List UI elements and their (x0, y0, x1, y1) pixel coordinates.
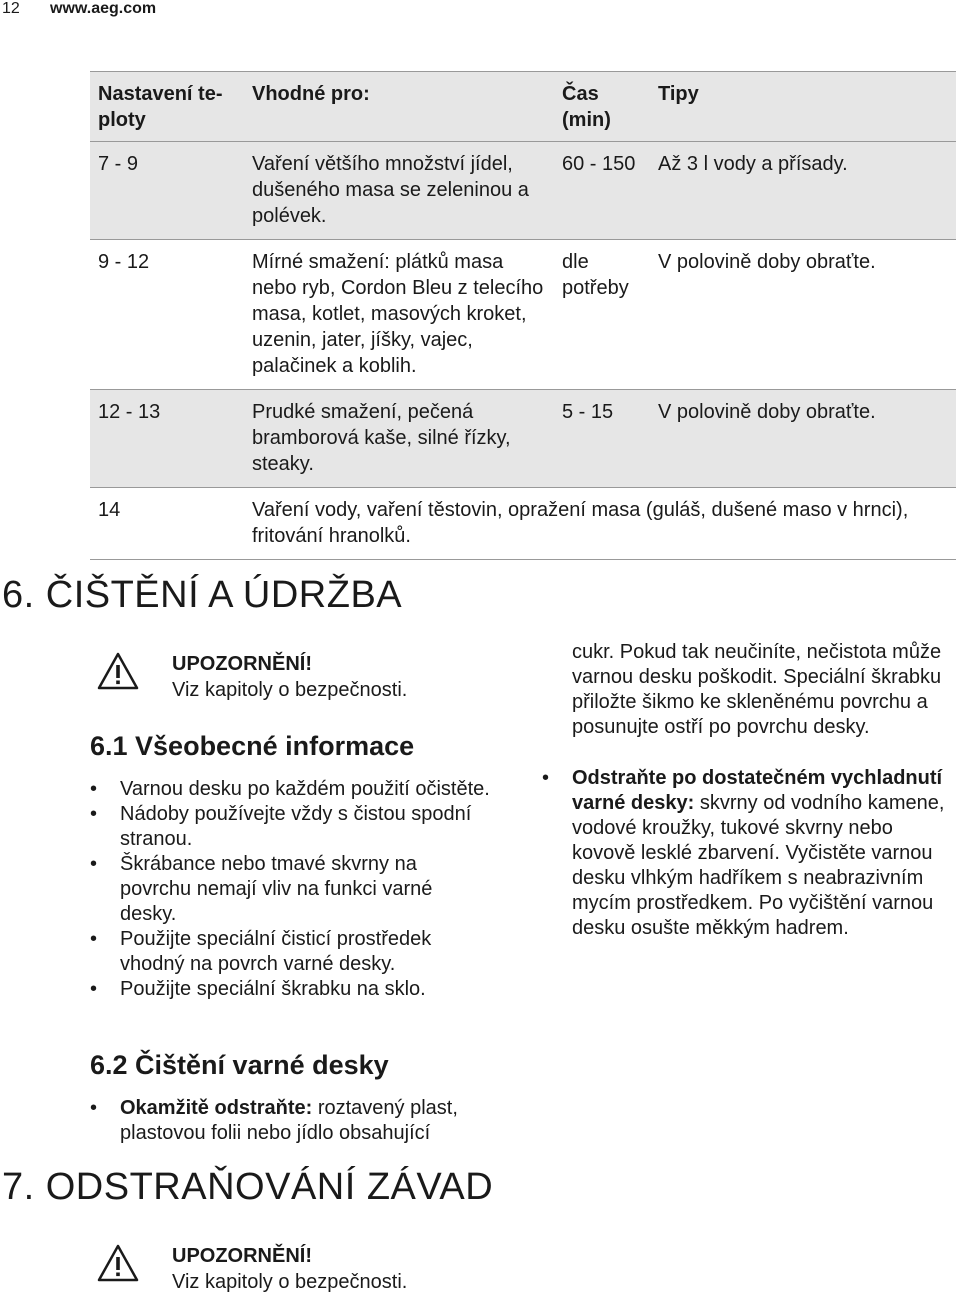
cell-suitable-for: Vaření vody, vaření těstovin, opražení masa (guláš, dušené maso v hrnci), fritování hranolků. (252, 499, 909, 547)
cell-temperature: 14 (98, 499, 121, 521)
col-header-time: Čas (min) (562, 83, 611, 131)
table-header-row (90, 72, 956, 142)
item-emphasis: Okamžitě odstraňte: (120, 1097, 313, 1119)
cell-temperature: 12 - 13 (98, 401, 161, 423)
temperature-settings-table (90, 71, 956, 560)
list-item: • Nádoby používejte vždy s čistou spodní stranou. (90, 802, 490, 852)
section-6-1-heading: 6.1 Všeobecné informace (90, 731, 415, 761)
list-item: • Použijte speciální čisticí prostředek vhodný na povrch varné desky. (90, 927, 490, 977)
warning-icon (96, 651, 140, 691)
general-info-list (90, 777, 490, 1002)
cleaning-list-right (542, 766, 952, 941)
chapter-6-heading: 6. ČIŠTĚNÍ A ÚDRŽBA (2, 574, 403, 616)
cell-suitable-for: Mírné smažení: plátků masa nebo ryb, Cordon Bleu z telecího masa, kotlet, masových kroket, uzenin, jater, jíšky, vajec, palačinek a koblih. (252, 251, 544, 377)
item-emphasis: Odstraňte po dostatečném vychladnutí varné desky: (572, 767, 943, 814)
cell-time: dle potřeby (562, 251, 629, 299)
item-text: roztavený plast, plastovou folii nebo jídlo obsahující (120, 1097, 458, 1144)
section-6-2-heading: 6.2 Čištění varné desky (90, 1050, 389, 1080)
table-row (90, 240, 956, 390)
page-number: 12 (2, 0, 20, 17)
list-item (90, 1096, 515, 1146)
col-header-temperature: Nastavení te- ploty (98, 83, 223, 131)
website-link[interactable]: www.aeg.com (50, 0, 157, 17)
warning-title: UPOZORNĚNÍ! (172, 653, 312, 675)
table-row (90, 142, 956, 240)
list-item: • Varnou desku po každém použití očistěte. (90, 777, 490, 802)
item-text: skvrny od vodního kamene, vodové kroužky, tukové skvrny nebo kovově lesklé zbarvení. Vyčistěte varnou desku vlhkým hadříkem s neabrazivním mycím prostředkem. Po vyčištění varnou desku osušte měkkým hadrem. (572, 792, 945, 939)
cell-suitable-for: Vaření většího množství jídel, dušeného masa se zeleninou a polévek. (252, 153, 529, 227)
chapter-7-heading: 7. ODSTRAŇOVÁNÍ ZÁVAD (2, 1166, 494, 1208)
table-row (90, 390, 956, 488)
warning-title: UPOZORNĚNÍ! (172, 1245, 312, 1267)
list-item: • Škrábance nebo tmavé skvrny na povrchu nemají vliv na funkci varné desky. (90, 852, 490, 927)
cell-suitable-for: Prudké smažení, pečená bramborová kaše, silné řízky, steaky. (252, 401, 511, 475)
cell-temperature: 9 - 12 (98, 251, 150, 273)
cell-temperature: 7 - 9 (98, 153, 139, 175)
warning-text: Viz kapitoly o bezpečnosti. (172, 1271, 408, 1293)
list-item: • Použijte speciální škrabku na sklo. (90, 977, 490, 1002)
cleaning-list-left (90, 1096, 515, 1146)
cleaning-continuation-text: cukr. Pokud tak neučiníte, nečistota může varnou desku poškodit. Speciální škrabku přiložte šikmo ke skleněnému povrchu a posunujte ostří po povrchu desky. (572, 641, 942, 738)
cell-tips: V polovině doby obraťte. (658, 251, 876, 273)
col-header-suitable-for: Vhodné pro: (252, 83, 370, 105)
col-header-tips: Tipy (658, 83, 699, 105)
cell-time: 5 - 15 (562, 401, 614, 423)
cell-tips: V polovině doby obraťte. (658, 401, 876, 423)
cell-time: 60 - 150 (562, 153, 636, 175)
list-item (542, 766, 952, 941)
warning-text: Viz kapitoly o bezpečnosti. (172, 679, 408, 701)
cell-tips: Až 3 l vody a přísady. (658, 153, 848, 175)
warning-icon (96, 1243, 140, 1283)
table-row (90, 488, 956, 560)
